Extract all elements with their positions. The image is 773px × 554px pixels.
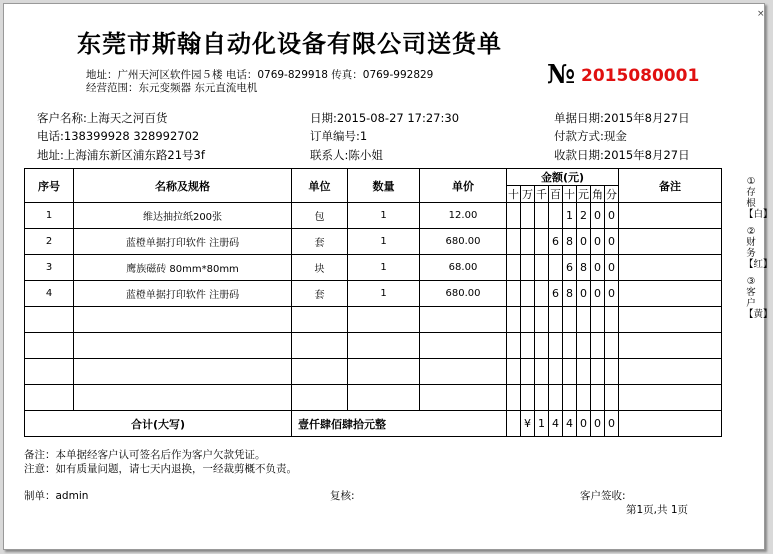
note-line-1: 备注：本单据经客户认可签名后作为客户欠款凭证。 [24,449,266,461]
row-unit: 套 [292,281,348,307]
contact-person: 联系人:陈小姐 [310,148,383,162]
document-number: 2015080001 [581,66,700,86]
digit-header: 元 [577,186,591,203]
note-line-2: 注意：如有质量问题，请七天内退换，一经裁剪概不负责。 [24,463,297,475]
row-price: 680.00 [420,281,507,307]
row-digit: 8 [563,229,577,255]
order-date: 日期:2015-08-27 17:27:30 [310,111,460,125]
row-remark [619,281,722,307]
blank-cell [521,359,535,385]
row-remark [619,203,722,229]
blank-cell [577,333,591,359]
blank-row [25,385,722,411]
blank-cell [549,385,563,411]
row-digit: 6 [549,281,563,307]
blank-cell [292,333,348,359]
blank-cell [420,359,507,385]
blank-cell [619,359,722,385]
total-remark [619,411,722,437]
row-unit: 块 [292,255,348,281]
blank-cell [74,333,292,359]
blank-cell [507,307,521,333]
row-digit [521,281,535,307]
order-number: 订单编号:1 [310,129,368,143]
row-digit: 0 [605,203,619,229]
blank-cell [535,359,549,385]
blank-cell [549,359,563,385]
row-digit [535,255,549,281]
table-row [25,203,722,229]
digit-header: 千 [535,186,549,203]
row-digit [521,229,535,255]
row-seq: 3 [25,255,74,281]
bill-date: 单据日期:2015年8月27日 [554,111,690,125]
row-name: 维达抽拉纸200张 [74,203,292,229]
row-unit: 套 [292,229,348,255]
blank-cell [549,307,563,333]
checker-label: 复核: [330,490,355,502]
receipt-date: 收款日期:2015年8月27日 [554,148,690,162]
blank-cell [577,385,591,411]
blank-cell [507,359,521,385]
blank-cell [74,359,292,385]
row-qty: 1 [348,255,420,281]
blank-cell [591,307,605,333]
header-seq: 序号 [25,169,74,203]
row-price: 680.00 [420,229,507,255]
blank-row [25,359,722,385]
header-qty: 数量 [348,169,420,203]
row-price: 68.00 [420,255,507,281]
blank-cell [25,333,74,359]
row-seq: 1 [25,203,74,229]
row-remark [619,255,722,281]
blank-cell [605,359,619,385]
row-digit: 0 [591,255,605,281]
blank-cell [591,333,605,359]
blank-cell [535,307,549,333]
customer-name: 客户名称:上海天之河百货 [37,111,168,125]
blank-cell [348,359,420,385]
row-digit [535,281,549,307]
row-digit [521,203,535,229]
business-scope: 经营范围：东元变频器 东元直流电机 [86,82,258,94]
row-qty: 1 [348,203,420,229]
blank-cell [348,385,420,411]
row-digit: 0 [591,203,605,229]
row-digit [549,255,563,281]
blank-cell [507,333,521,359]
row-digit [507,281,521,307]
digit-header: 角 [591,186,605,203]
blank-cell [74,385,292,411]
total-words: 壹仟肆佰肆拾元整 [292,411,507,437]
total-row [25,411,722,437]
page-indicator: 第1页,共 1页 [626,504,689,516]
blank-cell [420,333,507,359]
row-digit: 8 [577,255,591,281]
blank-cell [25,307,74,333]
blank-cell [619,333,722,359]
row-seq: 4 [25,281,74,307]
blank-cell [619,307,722,333]
total-digit [507,411,521,437]
row-unit: 包 [292,203,348,229]
total-digit: ¥ [521,411,535,437]
goods-table [24,168,722,437]
header-amount: 金额(元) [507,169,619,186]
total-digit: 0 [591,411,605,437]
digit-header: 十 [563,186,577,203]
blank-cell [605,333,619,359]
blank-cell [521,333,535,359]
blank-cell [563,333,577,359]
payment-method: 付款方式:现金 [554,129,627,143]
blank-cell [619,385,722,411]
header-price: 单价 [420,169,507,203]
blank-cell [292,385,348,411]
close-icon[interactable]: × [757,9,765,19]
total-digit: 1 [535,411,549,437]
total-digit: 4 [563,411,577,437]
blank-cell [74,307,292,333]
digit-header: 十 [507,186,521,203]
row-qty: 1 [348,281,420,307]
row-digit: 0 [605,281,619,307]
blank-row [25,307,722,333]
row-qty: 1 [348,229,420,255]
blank-cell [292,307,348,333]
blank-cell [591,359,605,385]
blank-cell [507,385,521,411]
table-row [25,229,722,255]
header-name: 名称及规格 [74,169,292,203]
copy-labels [744,176,773,320]
table-row [25,255,722,281]
row-digit: 6 [549,229,563,255]
total-digit: 0 [605,411,619,437]
digit-header: 百 [549,186,563,203]
row-digit: 1 [563,203,577,229]
blank-cell [605,307,619,333]
row-digit [507,229,521,255]
copy-label-1: ①存根【白】 [744,176,773,220]
total-label: 合计(大写) [25,411,292,437]
copy-label-3: ③客户【黄】 [744,276,773,320]
row-digit: 8 [563,281,577,307]
row-digit [535,203,549,229]
blank-cell [591,385,605,411]
row-price: 12.00 [420,203,507,229]
blank-cell [605,385,619,411]
customer-phone: 电话:138399928 328992702 [37,129,200,143]
row-name: 蓝橙单据打印软件 注册码 [74,281,292,307]
row-digit: 0 [577,281,591,307]
delivery-note-page [3,3,773,550]
total-digit: 4 [549,411,563,437]
blank-cell [577,307,591,333]
row-digit [535,229,549,255]
blank-cell [577,359,591,385]
row-digit: 0 [577,229,591,255]
table-row [25,281,722,307]
row-digit: 6 [563,255,577,281]
blank-cell [420,307,507,333]
blank-cell [25,385,74,411]
customer-sign-label: 客户签收: [580,490,626,502]
blank-cell [521,307,535,333]
header-remark: 备注 [619,169,722,203]
row-digit [521,255,535,281]
blank-cell [535,333,549,359]
digit-header: 分 [605,186,619,203]
row-name: 蓝橙单据打印软件 注册码 [74,229,292,255]
blank-cell [292,359,348,385]
blank-cell [563,385,577,411]
row-digit: 0 [605,255,619,281]
header-unit: 单位 [292,169,348,203]
row-digit: 0 [591,281,605,307]
blank-cell [563,359,577,385]
blank-cell [420,385,507,411]
company-address: 地址：广州天河区软件园５楼 电话：0769-829918 传真：0769-992829 [86,69,434,81]
blank-cell [535,385,549,411]
row-digit [549,203,563,229]
row-digit [507,255,521,281]
row-digit: 0 [605,229,619,255]
row-remark [619,229,722,255]
document-title: 东莞市斯翰自动化设备有限公司送货单 [77,29,502,58]
row-digit: 0 [591,229,605,255]
row-digit: 2 [577,203,591,229]
row-seq: 2 [25,229,74,255]
copy-label-2: ②财务【红】 [744,226,773,270]
row-name: 鹰族磁砖 80mm*80mm [74,255,292,281]
blank-cell [563,307,577,333]
digit-header: 万 [521,186,535,203]
blank-cell [348,333,420,359]
number-sign: № [547,60,576,90]
blank-cell [25,359,74,385]
customer-address: 地址:上海浦东新区浦东路21号3f [37,148,205,162]
blank-cell [348,307,420,333]
maker-label: 制单：admin [24,490,89,502]
blank-cell [521,385,535,411]
blank-row [25,333,722,359]
blank-cell [549,333,563,359]
total-digit: 0 [577,411,591,437]
row-digit [507,203,521,229]
